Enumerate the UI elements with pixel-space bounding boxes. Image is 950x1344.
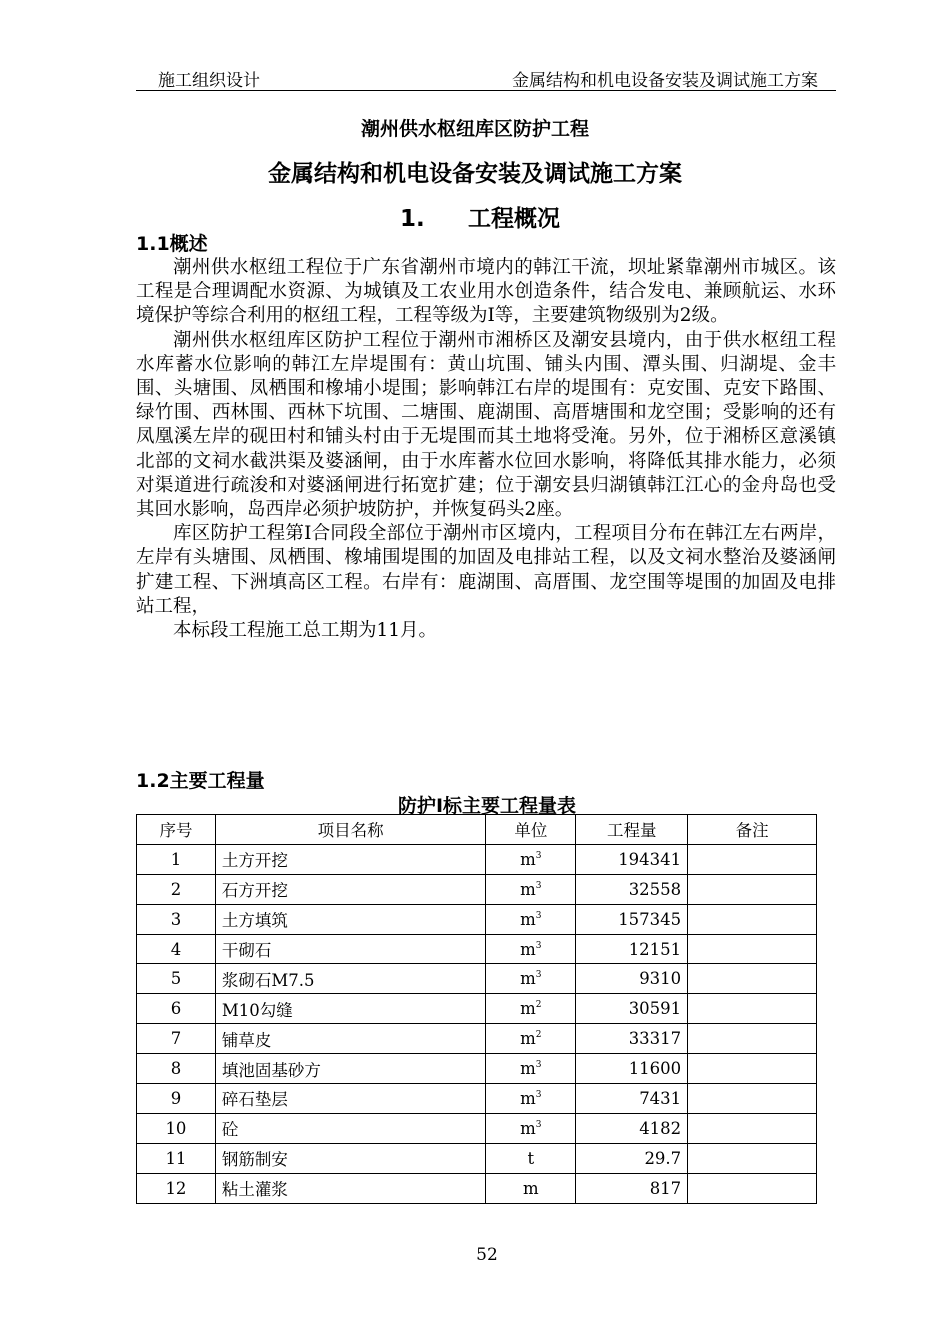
- unit-exponent: 3: [535, 940, 542, 951]
- unit-cell: [486, 1084, 576, 1114]
- table-row: [137, 1054, 817, 1084]
- quantity: 9310: [576, 964, 688, 994]
- item-name: 土方填筑: [215, 904, 486, 934]
- table-row: [137, 964, 817, 994]
- unit-cell: [486, 964, 576, 994]
- unit-exponent: 3: [535, 1089, 542, 1100]
- row-number: 1: [137, 844, 216, 874]
- overview-paragraph: 潮州供水枢纽工程位于广东省潮州市境内的韩江干流，坝址紧靠潮州市城区。该工程是合理调配水资源、为城镇及工农业用水创造条件，结合发电、兼顾航运、水环境保护等综合利用的枢纽工程，工程等级为Ⅰ等，主要建筑物级别为2级。: [136, 257, 836, 327]
- row-number: 3: [137, 904, 216, 934]
- note: [688, 934, 817, 964]
- unit-cell: [486, 934, 576, 964]
- section-1-1-heading: 1.1概述: [136, 233, 208, 255]
- note: [688, 994, 817, 1024]
- note: [688, 1084, 817, 1114]
- item-name: 填池固基砂方: [215, 1054, 486, 1084]
- table-row: [137, 994, 817, 1024]
- table-row: [137, 844, 817, 874]
- item-name: 碎石垫层: [215, 1084, 486, 1114]
- unit-cell: [486, 1173, 576, 1203]
- row-number: 11: [137, 1143, 216, 1173]
- row-number: 6: [137, 994, 216, 1024]
- quantity: 29.7: [576, 1143, 688, 1173]
- item-name: 土方开挖: [215, 844, 486, 874]
- note: [688, 1173, 817, 1203]
- quantity: 30591: [576, 994, 688, 1024]
- unit: m: [520, 999, 536, 1019]
- table-row: [137, 1024, 817, 1054]
- item-name: 干砌石: [215, 934, 486, 964]
- unit-cell: [486, 904, 576, 934]
- unit-cell: [486, 1024, 576, 1054]
- note: [688, 844, 817, 874]
- unit-exponent: 2: [535, 1030, 542, 1041]
- column-header: 工程量: [576, 815, 688, 845]
- item-name: 石方开挖: [215, 874, 486, 904]
- table-row: [137, 934, 817, 964]
- section-1-label: 工程概况: [468, 206, 560, 232]
- note: [688, 964, 817, 994]
- table-row: [137, 1143, 817, 1173]
- header-left: 施工组织设计: [158, 71, 260, 91]
- unit-exponent: 3: [535, 850, 542, 861]
- section-1-title: [400, 200, 560, 233]
- row-number: 9: [137, 1084, 216, 1114]
- note: [688, 1113, 817, 1143]
- unit: m: [520, 939, 536, 959]
- unit: m: [520, 969, 536, 989]
- unit-exponent: 3: [535, 880, 542, 891]
- overview-paragraph: 潮州供水枢纽库区防护工程位于潮州市湘桥区及潮安县境内，由于供水枢纽工程水库蓄水位影响的韩江左岸堤围有：黄山坑围、铺头内围、潭头围、归湖堤、金丰围、头塘围、凤栖围和橡埔小堤围；影响韩江右岸的堤围有：克安围、克安下路围、绿竹围、西林围、西林下坑围、二塘围、鹿湖围、高厝塘围和龙空围；受影响的还有凤凰溪左岸的砚田村和铺头村由于无堤围而其土地将受淹。另外，位于湘桥区意溪镇北部的文祠水截洪渠及婆涵闸，由于水库蓄水位回水影响，将降低其排水能力，必须对渠道进行疏浚和对婆涵闸进行拓宽扩建；位于潮安县归湖镇韩江江心的金舟岛也受其回水影响，岛西岸必须护坡防护，并恢复码头2座。: [136, 329, 836, 521]
- row-number: 4: [137, 934, 216, 964]
- unit-cell: [486, 1054, 576, 1084]
- section-1-number: 1.: [400, 206, 425, 232]
- unit-cell: [486, 1113, 576, 1143]
- quantity: 33317: [576, 1024, 688, 1054]
- page-number: 52: [476, 1245, 498, 1265]
- table-row: [137, 1113, 817, 1143]
- row-number: 2: [137, 874, 216, 904]
- table-row: [137, 1084, 817, 1114]
- page-header: [136, 66, 836, 91]
- row-number: 5: [137, 964, 216, 994]
- item-name: 浆砌石M7.5: [215, 964, 486, 994]
- quantity: 7431: [576, 1084, 688, 1114]
- unit-exponent: 3: [535, 1119, 542, 1130]
- quantity: 12151: [576, 934, 688, 964]
- item-name: 铺草皮: [215, 1024, 486, 1054]
- unit-cell: [486, 844, 576, 874]
- item-name: M10勾缝: [215, 994, 486, 1024]
- table-header-row: [137, 815, 817, 845]
- unit-exponent: 2: [535, 1000, 542, 1011]
- unit-exponent: 3: [535, 1060, 542, 1071]
- row-number: 8: [137, 1054, 216, 1084]
- note: [688, 1024, 817, 1054]
- unit-exponent: 3: [535, 970, 542, 981]
- quantity: 817: [576, 1173, 688, 1203]
- quantity: 32558: [576, 874, 688, 904]
- column-header: 备注: [688, 815, 817, 845]
- row-number: 10: [137, 1113, 216, 1143]
- table-row: [137, 904, 817, 934]
- unit: m: [520, 1059, 536, 1079]
- unit-cell: [486, 1143, 576, 1173]
- overview-paragraph: 本标段工程施工总工期为11月。: [173, 620, 438, 642]
- quantity-table: [136, 814, 817, 1204]
- note: [688, 904, 817, 934]
- section-1-2-heading: 1.2主要工程量: [136, 770, 265, 792]
- unit: m: [520, 909, 536, 929]
- unit: m: [520, 849, 536, 869]
- unit: m: [523, 1178, 539, 1198]
- project-title: 潮州供水枢纽库区防护工程: [360, 118, 589, 140]
- column-header: 项目名称: [215, 815, 486, 845]
- plan-title: 金属结构和机电设备安装及调试施工方案: [268, 161, 682, 187]
- unit: m: [520, 1088, 536, 1108]
- row-number: 7: [137, 1024, 216, 1054]
- table-row: [137, 1173, 817, 1203]
- overview-paragraph: 库区防护工程第Ⅰ合同段全部位于潮州市区境内，工程项目分布在韩江左右两岸，左岸有头塘围、凤栖围、橡埔围堤围的加固及电排站工程，以及文祠水整治及婆涵闸扩建工程、下洲填高区工程。右岸有：鹿湖围、高厝围、龙空围等堤围的加固及电排站工程，: [136, 523, 836, 617]
- item-name: 钢筋制安: [215, 1143, 486, 1173]
- unit: m: [520, 1029, 536, 1049]
- quantity: 11600: [576, 1054, 688, 1084]
- note: [688, 874, 817, 904]
- quantity: 194341: [576, 844, 688, 874]
- column-header: 序号: [137, 815, 216, 845]
- unit-cell: [486, 994, 576, 1024]
- row-number: 12: [137, 1173, 216, 1203]
- table-row: [137, 874, 817, 904]
- unit: t: [527, 1148, 535, 1168]
- column-header: 单位: [486, 815, 576, 845]
- quantity: 4182: [576, 1113, 688, 1143]
- unit: m: [520, 1118, 536, 1138]
- overview-body: [136, 256, 836, 643]
- note: [688, 1054, 817, 1084]
- header-right: 金属结构和机电设备安装及调试施工方案: [512, 71, 818, 91]
- unit: m: [520, 879, 536, 899]
- unit-cell: [486, 874, 576, 904]
- quantity: 157345: [576, 904, 688, 934]
- item-name: 粘土灌浆: [215, 1173, 486, 1203]
- table-title: 防护Ⅰ标主要工程量表: [397, 795, 577, 817]
- item-name: 砼: [215, 1113, 486, 1143]
- note: [688, 1143, 817, 1173]
- unit-exponent: 3: [535, 910, 542, 921]
- table-body: [137, 844, 817, 1203]
